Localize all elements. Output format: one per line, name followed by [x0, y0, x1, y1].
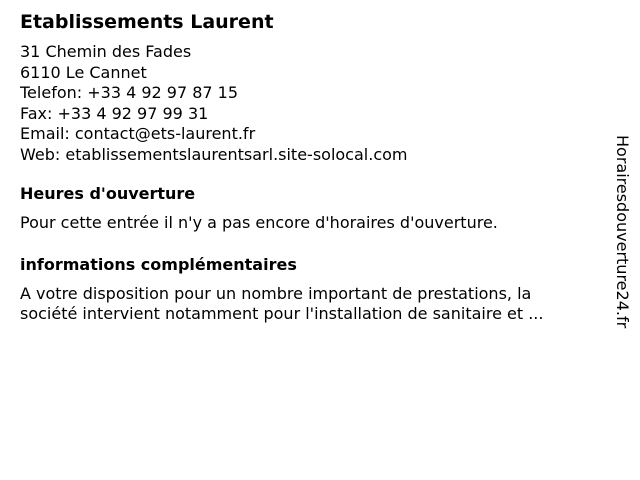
- additional-info-heading: informations complémentaires: [20, 254, 297, 274]
- site-watermark: Horairesdouverture24.fr: [613, 135, 632, 329]
- opening-hours-text-line: Pour cette entrée il n'y a pas encore d'horaires d'ouverture.: [20, 213, 498, 232]
- contact-details: [20, 42, 600, 165]
- additional-info-text: [20, 284, 600, 325]
- additional-info-line-1: A votre disposition pour un nombre important de prestations, la: [20, 283, 532, 303]
- opening-hours-heading: Heures d'ouverture: [20, 184, 196, 203]
- phone-number: Telefon: +33 4 92 97 87 15: [20, 83, 239, 102]
- website: Web: etablissementslaurentsarl.site-solocal.com: [20, 144, 408, 164]
- business-card: [20, 10, 600, 325]
- email-address: Email: contact@ets-laurent.fr: [20, 124, 256, 143]
- address-city: 6110 Le Cannet: [20, 62, 147, 82]
- fax-number: Fax: +33 4 92 97 99 31: [20, 103, 209, 123]
- additional-info-line-2: société intervient notamment pour l'installation de sanitaire et ...: [20, 304, 544, 323]
- address-street: 31 Chemin des Fades: [20, 42, 192, 61]
- business-name: Etablissements Laurent: [20, 11, 274, 33]
- opening-hours-text: [20, 213, 600, 234]
